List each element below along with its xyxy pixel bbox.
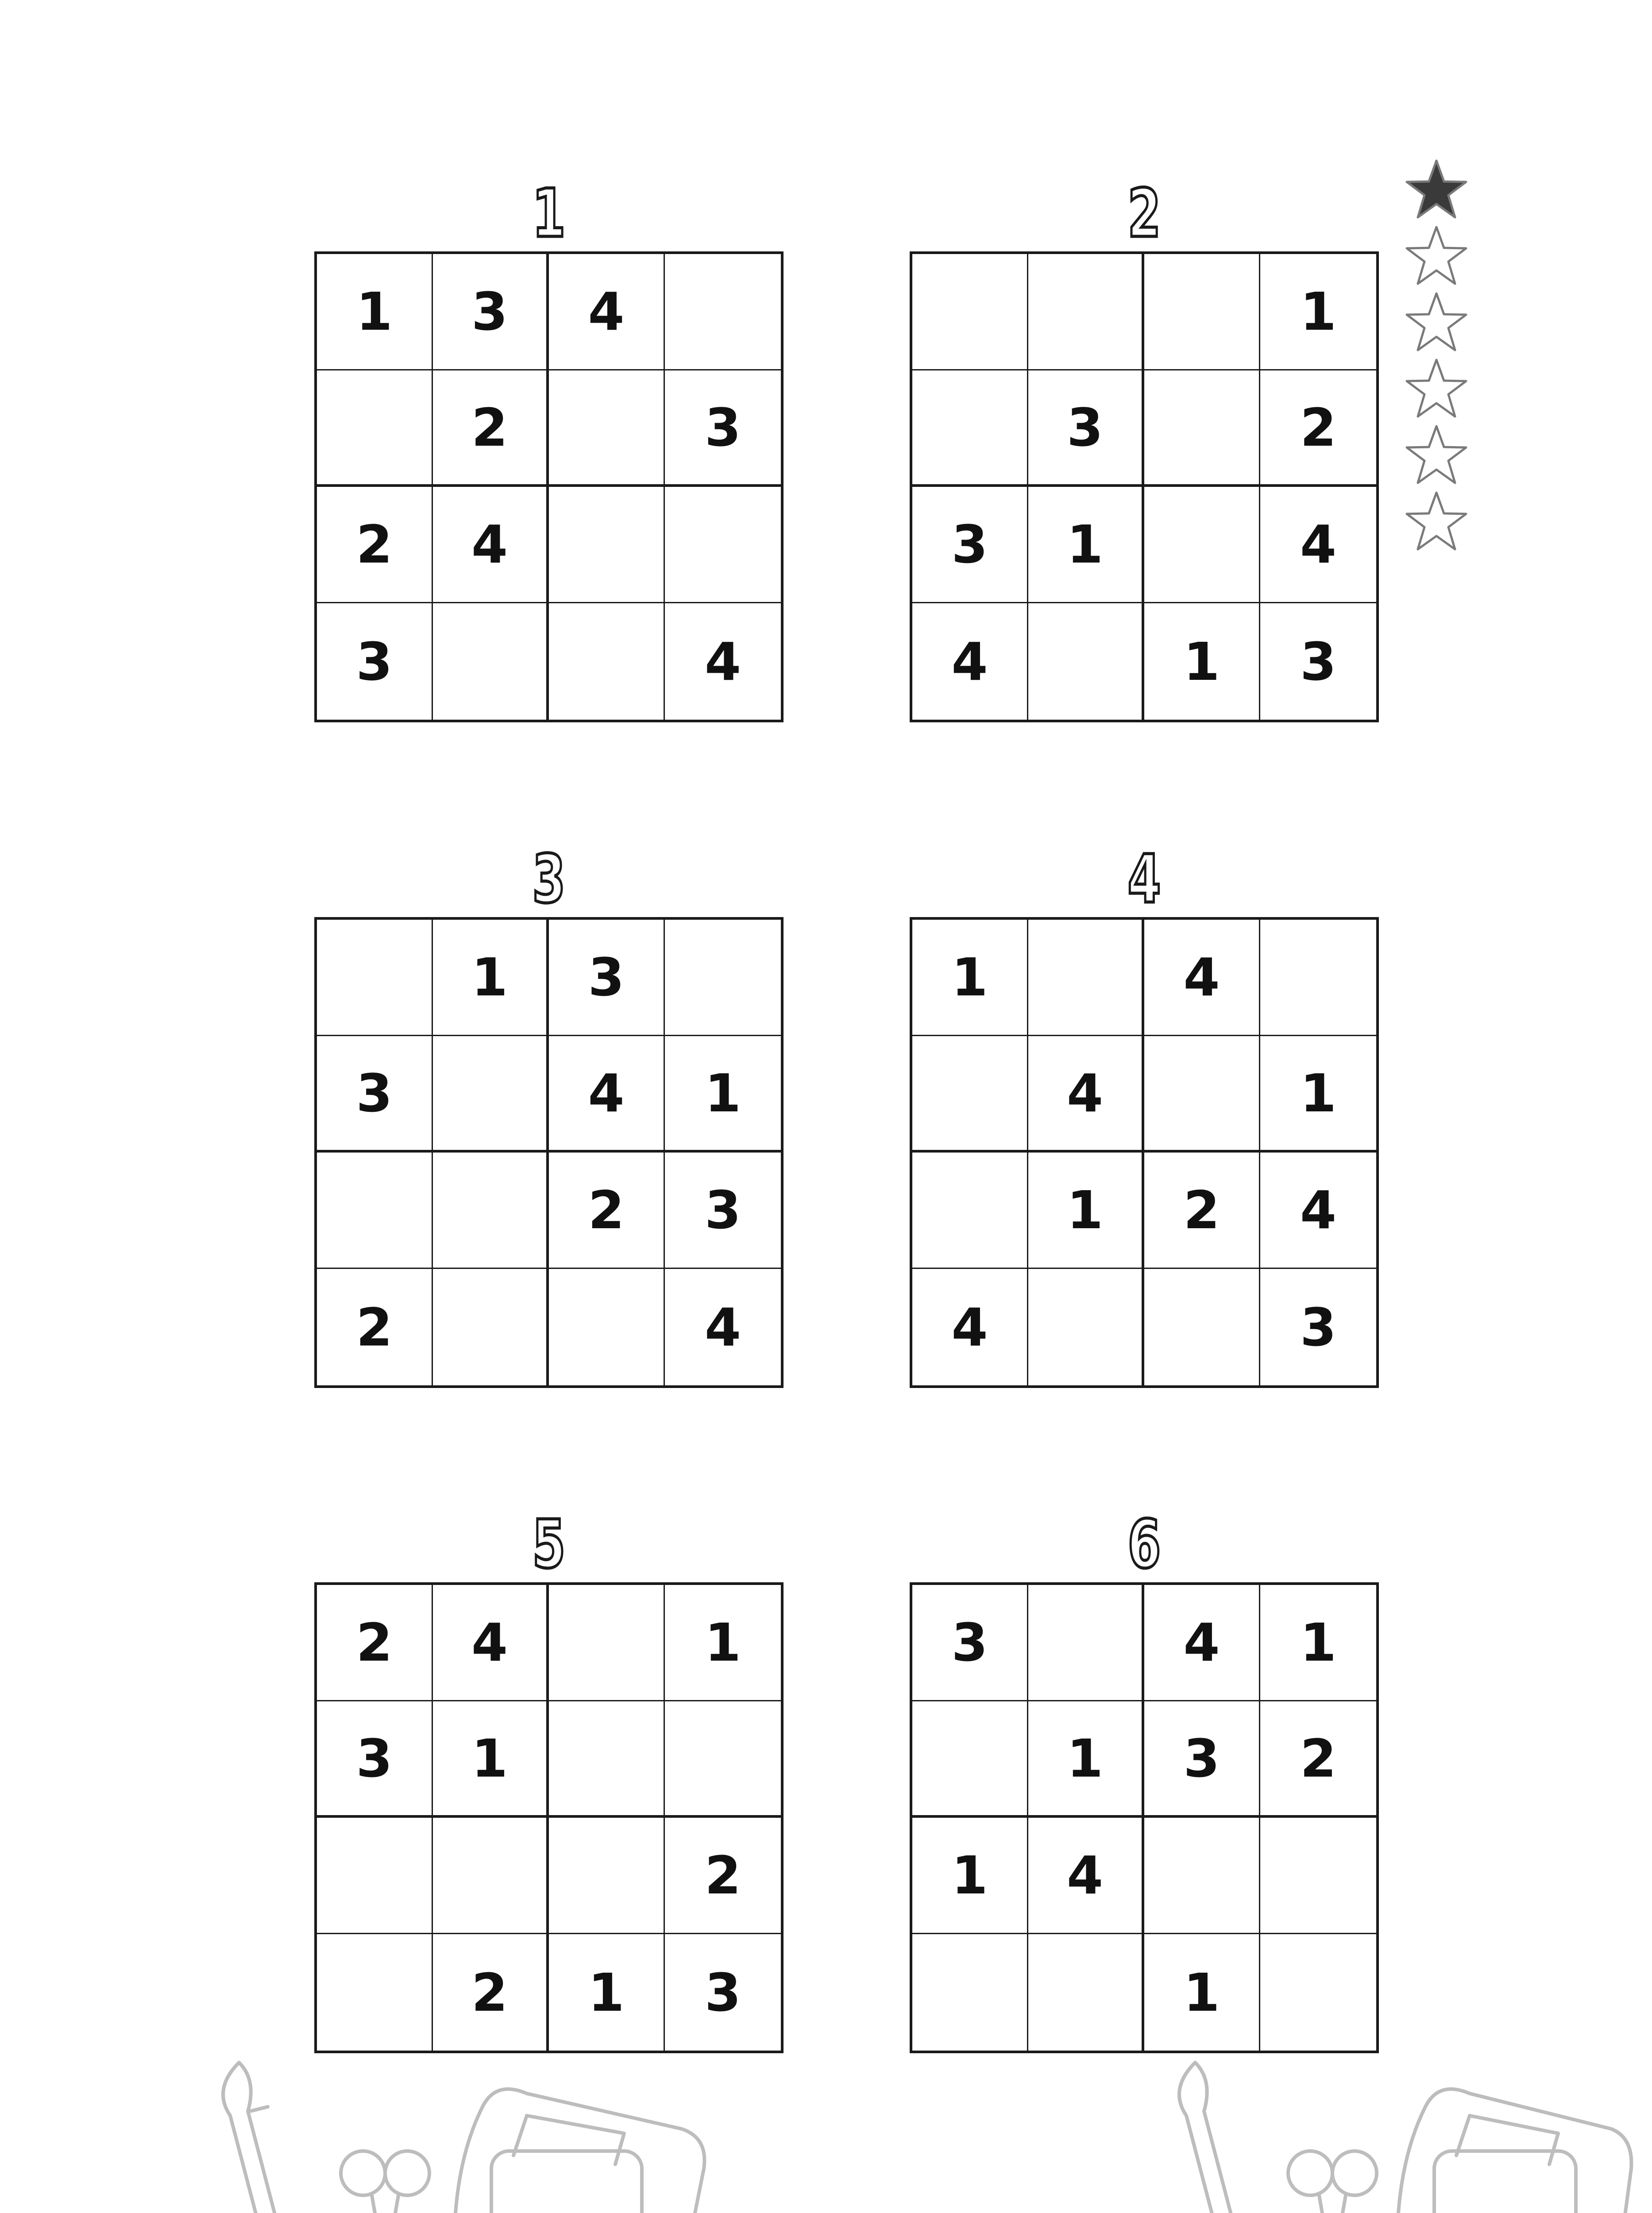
sudoku-grid [314,1582,784,2053]
scissors-icon-2 [1288,2151,1332,2195]
sudoku-grid [910,251,1379,722]
sudoku-grid [314,251,784,722]
given-cell: 4 [704,1296,741,1358]
given-cell: 3 [317,1036,433,1153]
given-cell: 4 [433,487,549,603]
given-cell: 3 [912,487,1028,603]
empty-cell[interactable] [317,1818,433,1934]
given-cell: 1 [1260,1585,1376,1701]
puzzle-number: 5 [532,1506,566,1583]
given-cell: 4 [1260,487,1376,603]
given-cell: 4 [1144,920,1260,1036]
given-cell: 1 [433,920,549,1036]
empty-cell[interactable] [912,1036,1028,1153]
empty-cell[interactable] [549,1701,665,1818]
puzzle-number: 4 [1127,841,1161,918]
given-cell: 3 [1300,1296,1337,1358]
empty-cell[interactable] [665,254,781,370]
empty-cell[interactable] [549,487,665,603]
given-cell: 4 [433,1585,549,1701]
given-cell: 3 [317,1701,433,1818]
puzzle-number: 1 [532,175,566,252]
given-cell: 1 [317,254,433,370]
scissors-icon [341,2151,385,2195]
empty-cell[interactable] [549,1269,665,1385]
given-cell: 2 [317,487,433,603]
filled-star-icon [1403,157,1470,224]
given-cell: 4 [912,1269,1028,1385]
empty-star-icon [1403,489,1470,555]
given-cell: 1 [1260,1036,1376,1153]
empty-cell[interactable] [1144,1036,1260,1153]
given-cell: 3 [433,254,549,370]
given-cell: 3 [665,370,781,487]
given-cell: 1 [549,1934,665,2051]
empty-cell[interactable] [1144,370,1260,487]
given-cell: 1 [1144,603,1260,720]
empty-cell[interactable] [1144,1818,1260,1934]
empty-cell[interactable] [1260,1818,1376,1934]
given-cell: 2 [433,1934,549,2051]
given-cell: 4 [1028,1036,1144,1153]
empty-cell[interactable] [912,1153,1028,1269]
given-cell: 3 [549,920,665,1036]
given-cell: 1 [912,1818,1028,1934]
given-cell: 2 [665,1818,781,1934]
empty-cell[interactable] [317,1153,433,1269]
empty-cell[interactable] [1144,254,1260,370]
empty-cell[interactable] [1028,1934,1144,2051]
empty-cell[interactable] [549,1818,665,1934]
given-cell: 3 [704,1962,741,2023]
empty-cell[interactable] [1144,1269,1260,1385]
empty-cell[interactable] [1260,920,1376,1036]
empty-cell[interactable] [317,920,433,1036]
empty-cell[interactable] [912,370,1028,487]
school-supplies-decoration [0,2054,1652,2213]
empty-star-icon [1403,224,1470,290]
given-cell: 1 [912,920,1028,1036]
empty-cell[interactable] [433,1036,549,1153]
empty-cell[interactable] [1260,1934,1376,2051]
empty-cell[interactable] [665,487,781,603]
sudoku-grid [314,917,784,1388]
sudoku-grid [910,917,1379,1388]
empty-star-icon [1403,356,1470,423]
given-cell: 1 [1028,1153,1144,1269]
empty-cell[interactable] [433,1269,549,1385]
empty-cell[interactable] [665,1701,781,1818]
empty-star-icon [1403,423,1470,489]
given-cell: 1 [1028,1701,1144,1818]
empty-cell[interactable] [433,1153,549,1269]
given-cell: 2 [1260,1701,1376,1818]
paintbrush-icon [223,2063,297,2213]
empty-cell[interactable] [912,254,1028,370]
puzzle-number: 2 [1127,175,1161,252]
paintbrush-icon-2 [1179,2063,1253,2213]
given-cell: 2 [317,1585,433,1701]
sudoku-grid [910,1582,1379,2053]
given-cell: 1 [665,1585,781,1701]
given-cell: 2 [1260,370,1376,487]
empty-cell[interactable] [1028,1269,1144,1385]
given-cell: 4 [1028,1818,1144,1934]
given-cell: 4 [704,631,741,692]
given-cell: 4 [912,603,1028,720]
given-cell: 1 [1144,1934,1260,2051]
difficulty-rating [1403,157,1470,555]
empty-cell[interactable] [665,920,781,1036]
empty-cell[interactable] [1144,487,1260,603]
puzzle-number: 3 [532,841,566,918]
given-cell: 4 [1260,1153,1376,1269]
given-cell: 2 [433,370,549,487]
empty-cell[interactable] [912,1701,1028,1818]
empty-cell[interactable] [317,1934,433,2051]
empty-cell[interactable] [912,1934,1028,2051]
empty-cell[interactable] [433,603,549,720]
empty-cell[interactable] [317,370,433,487]
given-cell: 4 [1144,1585,1260,1701]
given-cell: 3 [665,1153,781,1269]
empty-cell[interactable] [549,370,665,487]
given-cell: 3 [1300,631,1337,692]
given-cell: 3 [1028,370,1144,487]
given-cell: 2 [549,1153,665,1269]
empty-star-icon [1403,290,1470,356]
empty-cell[interactable] [1028,603,1144,720]
given-cell: 3 [317,603,433,720]
empty-cell[interactable] [1028,1585,1144,1701]
given-cell: 3 [1144,1701,1260,1818]
empty-cell[interactable] [1028,254,1144,370]
empty-cell[interactable] [433,1818,549,1934]
given-cell: 2 [1144,1153,1260,1269]
given-cell: 1 [665,1036,781,1153]
given-cell: 1 [1260,254,1376,370]
given-cell: 1 [1028,487,1144,603]
empty-cell[interactable] [549,603,665,720]
given-cell: 4 [549,1036,665,1153]
given-cell: 4 [549,254,665,370]
given-cell: 2 [317,1269,433,1385]
empty-cell[interactable] [549,1585,665,1701]
empty-cell[interactable] [1028,920,1144,1036]
puzzle-number: 6 [1127,1506,1161,1583]
given-cell: 3 [912,1585,1028,1701]
given-cell: 1 [433,1701,549,1818]
